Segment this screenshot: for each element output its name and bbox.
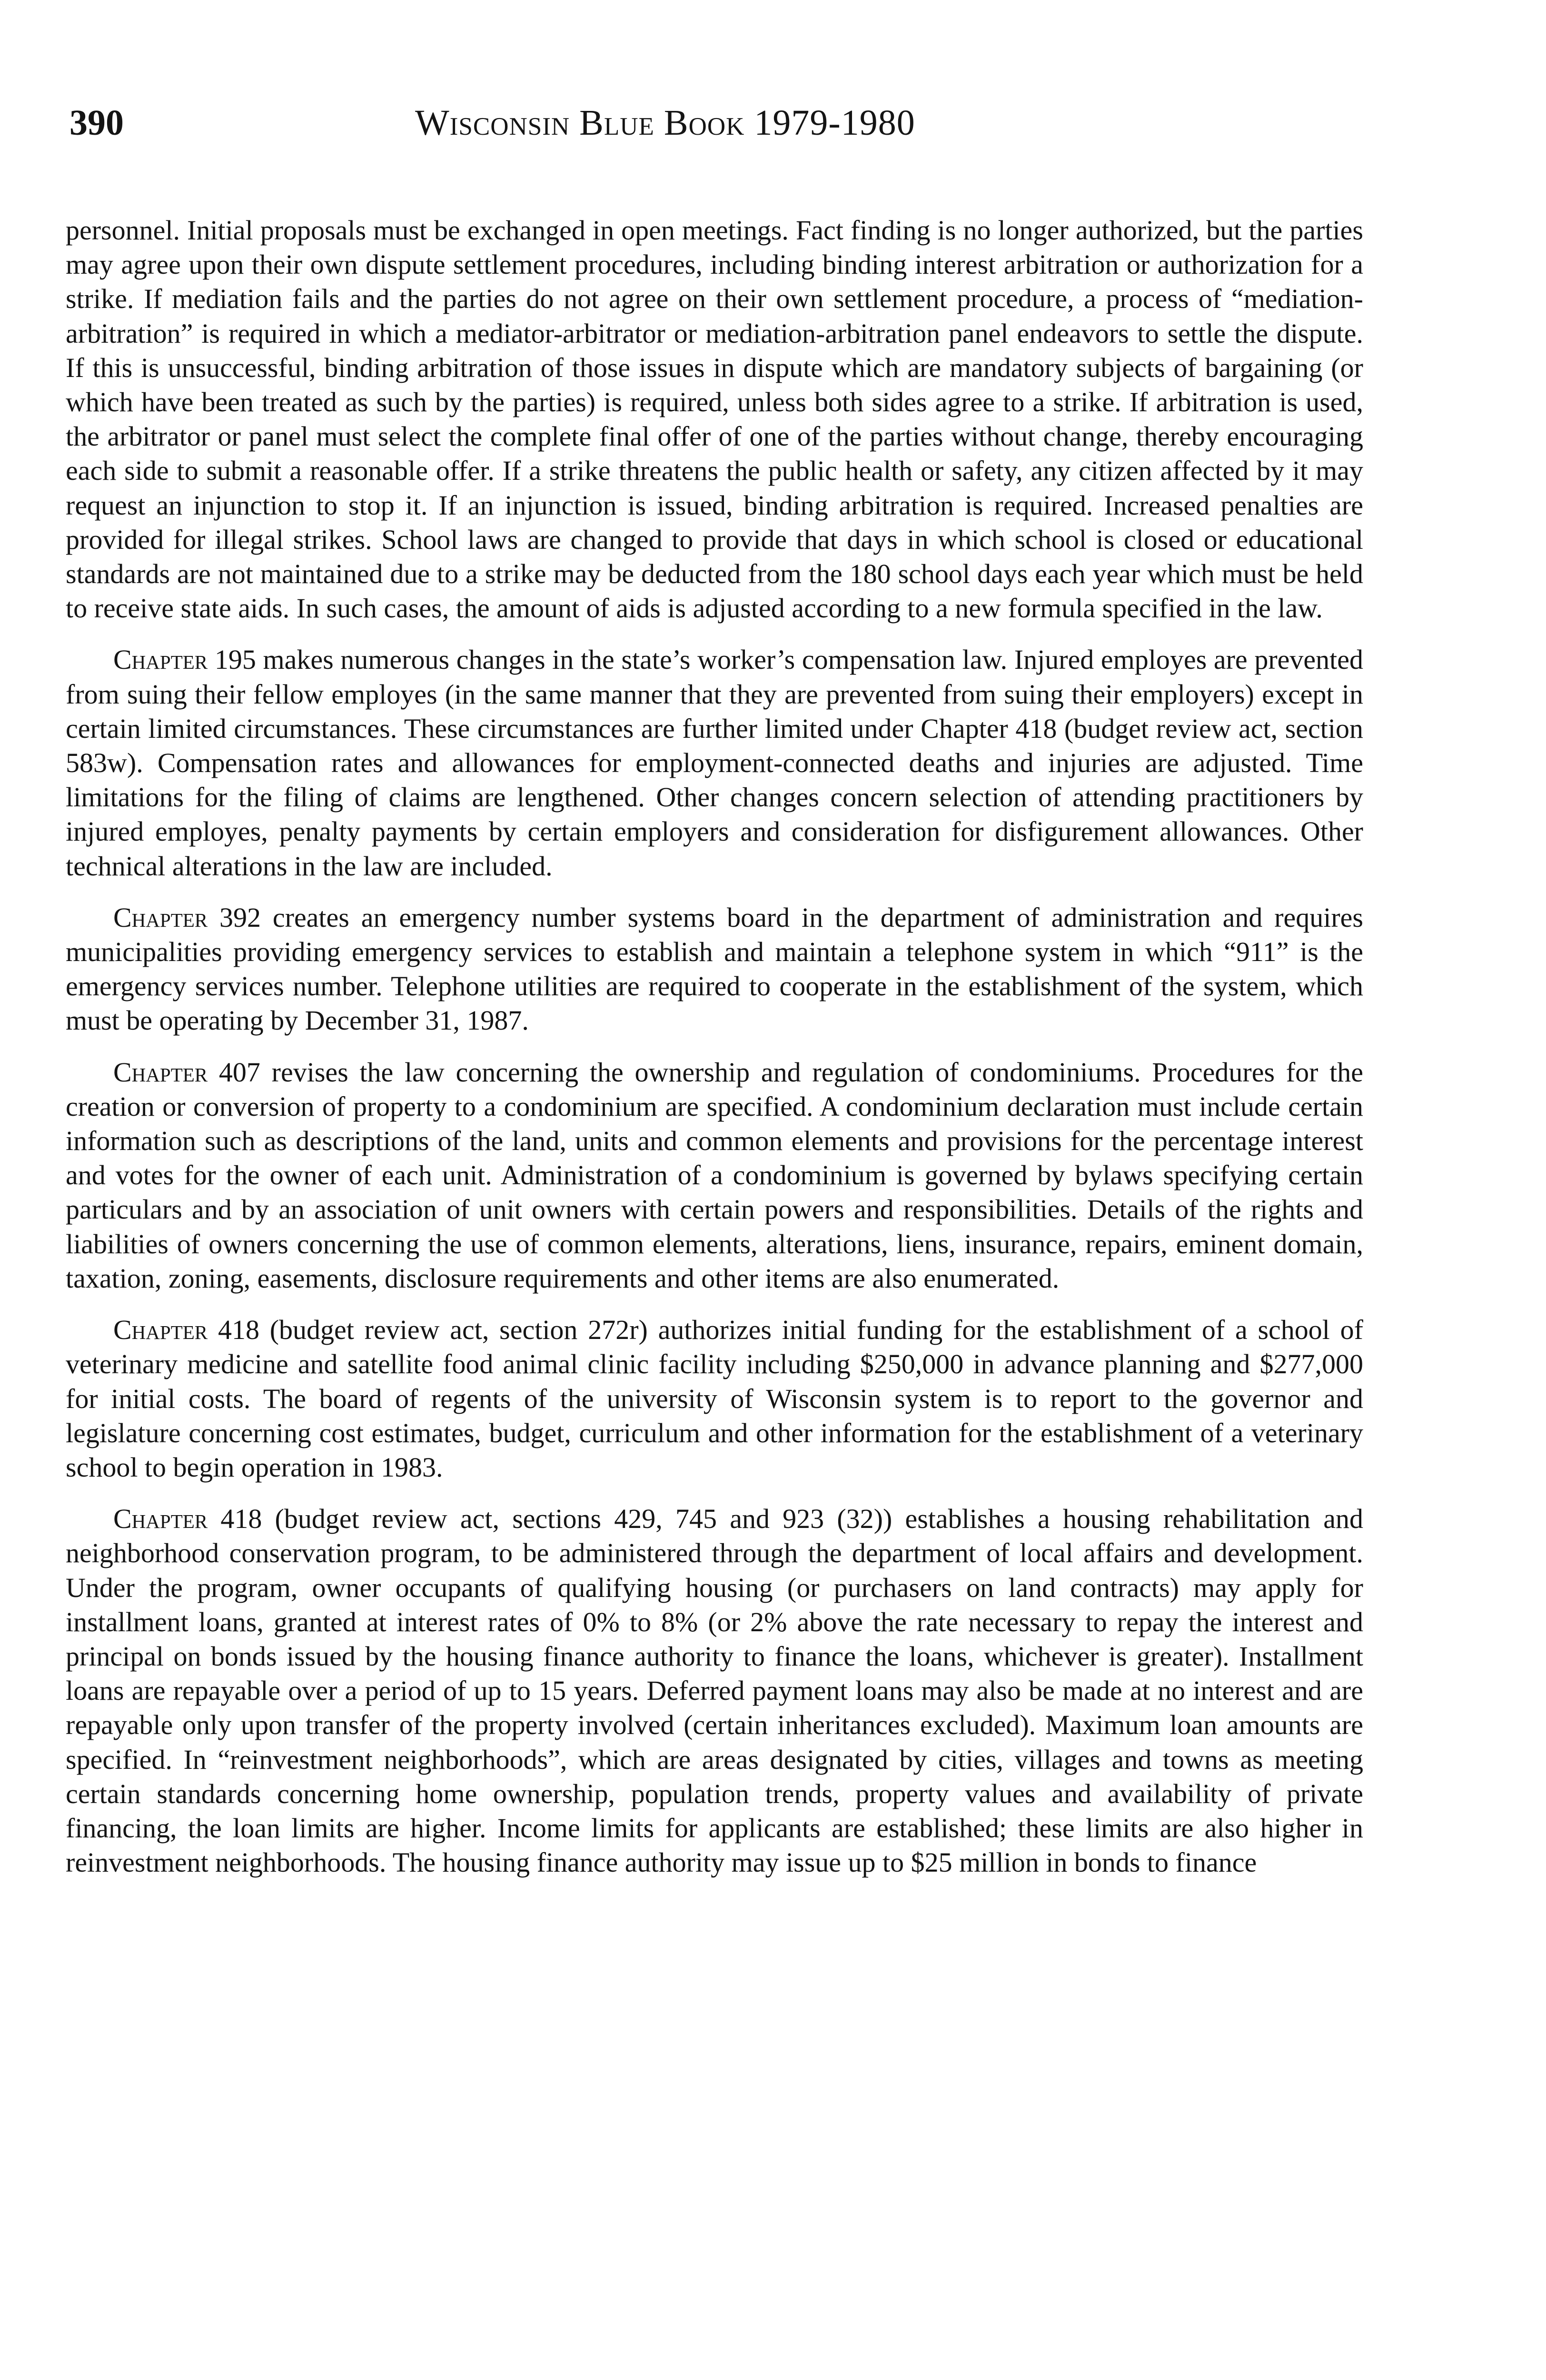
paragraph-text: 418 (budget review act, sections 429, 745 and 923 (32)) establishes a housing rehabilitation and neighborhood conservation program, to be administered through the department of local affairs and development. Under the program, owner occupants of qualifying housing (or purchasers on land contracts) may apply for installment loans, granted at interest rates of 0% to 8% (or 2% above the rate necessary to repay the interest and principal on bonds issued by the housing finance authority to finance the loans, whichever is greater). Installment loans are repayable over a period of up to 15 years. Deferred payment loans may also be made at no interest and are repayable only upon transfer of the property involved (certain inheritances excluded). Maximum loan amounts are specified. In “reinvestment neighborhoods”, which are areas designated by cities, villages and towns as meeting certain standards concerning home ownership, population trends, property values and availability of private financing, the loan limits are higher. Income limits for applicants are established; these limits are also higher in reinvestment neighborhoods. The housing finance authority may issue up to $25 million in bonds to finance <box>66 1503 1363 1878</box>
page-number: 390 <box>69 103 124 143</box>
chapter-label: Chapter <box>113 902 208 933</box>
paragraph-chapter-195 <box>66 643 1363 883</box>
paragraph-chapter-407 <box>66 1055 1363 1296</box>
paragraph-chapter-418-veterinary <box>66 1313 1363 1485</box>
paragraph-text: personnel. Initial proposals must be exchanged in open meetings. Fact finding is no longer authorized, but the parties may agree upon their own dispute settlement procedures, including binding interest arbitration or authorization for a strike. If mediation fails and the parties do not agree on their own settlement procedure, a process of “mediation-arbitration” is required in which a mediator-arbitrator or mediation-arbitration panel endeavors to settle the dispute. If this is unsuccessful, binding arbitration of those issues in dispute which are mandatory subjects of bargaining (or which have been treated as such by the parties) is required, unless both sides agree to a strike. If arbitration is used, the arbitrator or panel must select the complete final offer of one of the parties without change, thereby encouraging each side to submit a reasonable offer. If a strike threatens the public health or safety, any citizen affected by it may request an injunction to stop it. If an injunction is issued, binding arbitration is required. Increased penalties are provided for illegal strikes. School laws are changed to provide that days in which school is closed or educational standards are not maintained due to a strike may be deducted from the 180 school days each year which must be held to receive state aids. In such cases, the amount of aids is adjusted according to a new formula specified in the law. <box>66 215 1363 624</box>
chapter-label: Chapter <box>113 1314 208 1346</box>
running-title: Wisconsin Blue Book 1979-1980 <box>415 103 915 143</box>
chapter-label: Chapter <box>113 1503 208 1535</box>
paragraph-text: 392 creates an emergency number systems board in the department of administration and requires municipalities providing emergency services to establish and maintain a telephone system in which “911” is the emergency services number. Telephone utilities are required to cooperate in the establishment of the system, which must be operating by December 31, 1987. <box>66 902 1363 1036</box>
body-text <box>66 213 1363 1897</box>
paragraph-text: 195 makes numerous changes in the state’s worker’s compensation law. Injured employes are prevented from suing their fellow employes (in the same manner that they are prevented from suing their employers) except in certain limited circumstances. These circumstances are further limited under Chapter 418 (budget review act, section 583w). Compensation rates and allowances for employment-connected deaths and injuries are adjusted. Time limitations for the filing of claims are lengthened. Other changes concern selection of attending practitioners by injured employes, penalty payments by certain employers and consideration for disfigurement allowances. Other technical alterations in the law are included. <box>66 644 1363 882</box>
chapter-label: Chapter <box>113 644 208 675</box>
running-head <box>69 99 1364 156</box>
paragraph-chapter-418-housing <box>66 1502 1363 1880</box>
paragraph-public-employment-continued <box>66 213 1363 625</box>
paragraph-text: 418 (budget review act, section 272r) authorizes initial funding for the establishment of a school of veterinary medicine and satellite food animal clinic facility including $250,000 in advance planning and $277,000 for initial costs. The board of regents of the university of Wisconsin system is to report to the governor and legislature concerning cost estimates, budget, curriculum and other information for the establishment of a veterinary school to begin operation in 1983. <box>66 1314 1363 1483</box>
paragraph-text: 407 revises the law concerning the ownership and regulation of condominiums. Procedures for the creation or conversion of property to a condominium are specified. A condominium declaration must include certain information such as descriptions of the land, units and common elements and provisions for the percentage interest and votes for the owner of each unit. Administration of a condominium is governed by bylaws specifying certain particulars and by an association of unit owners with certain powers and responsibilities. Details of the rights and liabilities of owners concerning the use of common elements, alterations, liens, insurance, repairs, eminent domain, taxation, zoning, easements, disclosure requirements and other items are also enumerated. <box>66 1056 1363 1294</box>
paragraph-chapter-392 <box>66 901 1363 1038</box>
chapter-label: Chapter <box>113 1056 208 1088</box>
